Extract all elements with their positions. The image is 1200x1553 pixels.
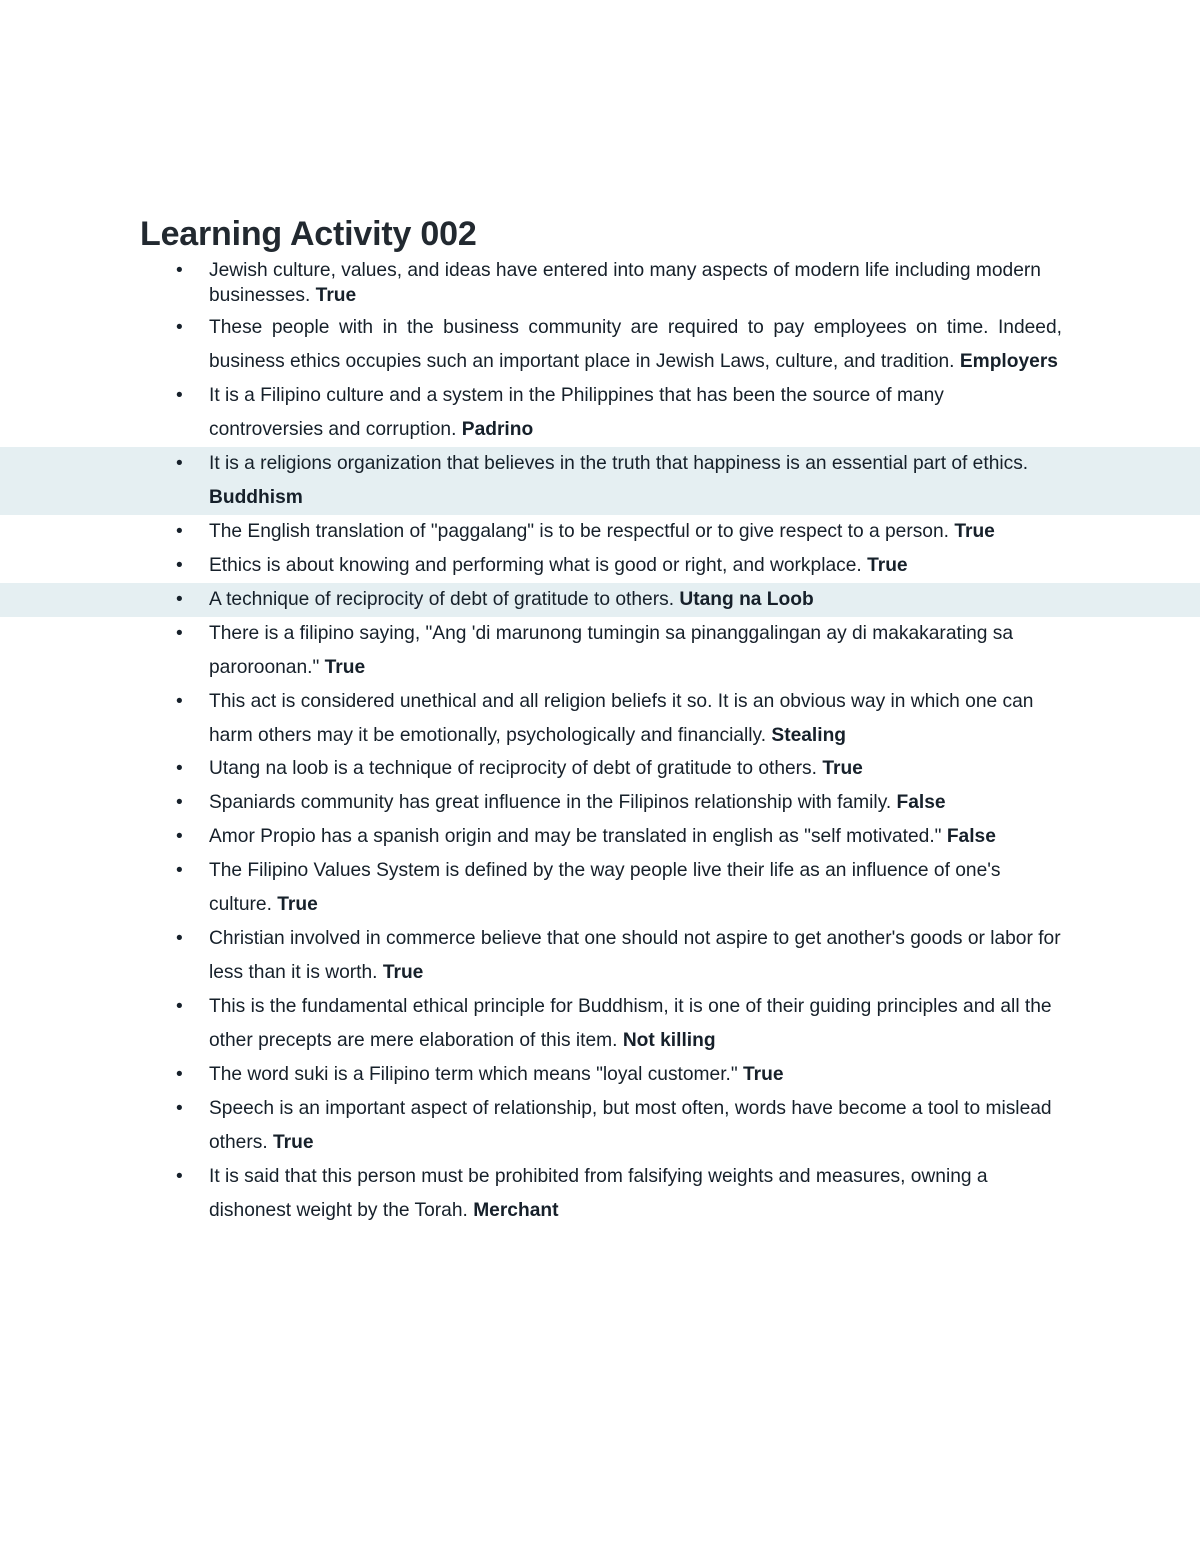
list-item-body [209,379,1062,447]
list-item [0,258,1200,311]
bullet-marker-icon [176,1058,190,1092]
list-item-body [209,617,1062,685]
answer-text: True [324,656,366,678]
bullet-marker-icon [176,617,190,651]
list-item [0,854,1200,922]
question-text: Jewish culture, values, and ideas have entered into many aspects of modern life including modern businesses. [209,260,1041,307]
list-item-body [209,258,1062,309]
question-text: This is the fundamental ethical principle for Buddhism, it is one of their guiding principles and all the other precepts are mere elaboration of this item. [209,996,1052,1052]
answer-text: True [273,1132,314,1154]
list-item [0,1092,1200,1160]
list-item [0,752,1200,786]
bullet-marker-icon [176,549,190,583]
bullet-marker-icon [176,1160,190,1194]
list-item-body [209,1092,1062,1160]
list-item [0,990,1200,1058]
list-item-body [209,990,1062,1058]
list-item [0,685,1200,753]
bullet-marker-icon [176,379,190,413]
answer-text: True [315,285,357,307]
page-title: Learning Activity 002 [140,214,477,253]
list-item-body [209,447,1062,515]
list-item-body [209,1160,1062,1228]
bullet-marker-icon [176,752,190,786]
list-item-body [209,820,1062,854]
list-item [0,1058,1200,1092]
answer-text: Merchant [473,1200,559,1222]
question-text: A technique of reciprocity of debt of gratitude to others. [209,588,680,610]
answer-text: False [946,826,996,848]
list-item-body [209,922,1062,990]
list-item-body [209,317,1062,372]
answer-text: Padrino [461,418,534,440]
answer-text: True [867,554,908,576]
question-text: Ethics is about knowing and performing what is good or right, and workplace. [209,554,868,576]
list-item [0,1160,1200,1228]
list-item-body [209,685,1062,753]
list-item-body [209,583,1062,617]
answer-text: Utang na Loob [679,588,814,610]
question-text: This act is considered unethical and all religion beliefs it so. It is an obvious way in which one can harm others may it be emotionally, psychologically and financially. [209,690,1034,746]
list-item-body [209,854,1062,922]
list-item [0,311,1200,379]
bullet-marker-icon [176,447,190,481]
bullet-marker-icon [176,583,190,617]
question-text: The word suki is a Filipino term which means "loyal customer." [209,1064,744,1086]
question-text: These people with in the business community are required to pay employees on time. Indeed, business ethics occupies such an important place in Jewish Laws, culture, and tradition. [209,316,1062,372]
bullet-marker-icon [176,922,190,956]
answer-text: Employers [959,350,1058,372]
list-item-body [209,752,1062,786]
answer-text: True [954,520,995,542]
question-text: Christian involved in commerce believe that one should not aspire to get another's goods or labor for less than it is worth. [209,928,1061,984]
list-item-body [209,786,1062,820]
answer-text: False [896,792,946,814]
bullet-marker-icon [176,685,190,719]
question-text: Spaniards community has great influence in the Filipinos relationship with family. [209,792,897,814]
answer-text: True [822,758,863,780]
list-item-body [209,549,1062,583]
question-text: The English translation of "paggalang" is to be respectful or to give respect to a person. [209,520,955,542]
list-item [0,447,1200,515]
list-item-body [209,515,1062,549]
bullet-marker-icon [176,311,190,345]
bullet-marker-icon [176,258,190,283]
bullet-marker-icon [176,854,190,888]
answer-text: True [277,894,318,916]
bullet-marker-icon [176,1092,190,1126]
answer-text: Buddhism [209,486,303,508]
question-text: Speech is an important aspect of relationship, but most often, words have become a tool to mislead others. [209,1098,1052,1154]
list-item [0,549,1200,583]
question-text: There is a filipino saying, "Ang 'di marunong tumingin sa pinanggalingan ay di makakarating sa paroroonan." [209,622,1014,678]
list-item [0,515,1200,549]
qa-bullet-list [0,258,1200,1228]
list-item [0,786,1200,820]
answer-text: Not killing [622,1030,716,1052]
bullet-marker-icon [176,515,190,549]
question-text: It is a religions organization that believes in the truth that happiness is an essential part of ethics. [209,452,1029,474]
answer-text: True [382,962,424,984]
question-text: Amor Propio has a spanish origin and may be translated in english as "self motivated." [209,826,947,848]
answer-text: True [743,1064,784,1086]
list-item [0,583,1200,617]
answer-text: Stealing [771,724,847,746]
list-item [0,922,1200,990]
list-item [0,617,1200,685]
list-item [0,820,1200,854]
list-item [0,379,1200,447]
bullet-marker-icon [176,786,190,820]
bullet-marker-icon [176,990,190,1024]
list-item-body [209,1058,1062,1092]
question-text: The Filipino Values System is defined by the way people live their life as an influence of one's culture. [209,860,1001,916]
question-text: It is a Filipino culture and a system in the Philippines that has been the source of many controversies and corruption. [209,384,944,440]
bullet-marker-icon [176,820,190,854]
question-text: It is said that this person must be prohibited from falsifying weights and measures, owning a dishonest weight by the Torah. [209,1166,988,1222]
question-text: Utang na loob is a technique of reciprocity of debt of gratitude to others. [209,758,823,780]
